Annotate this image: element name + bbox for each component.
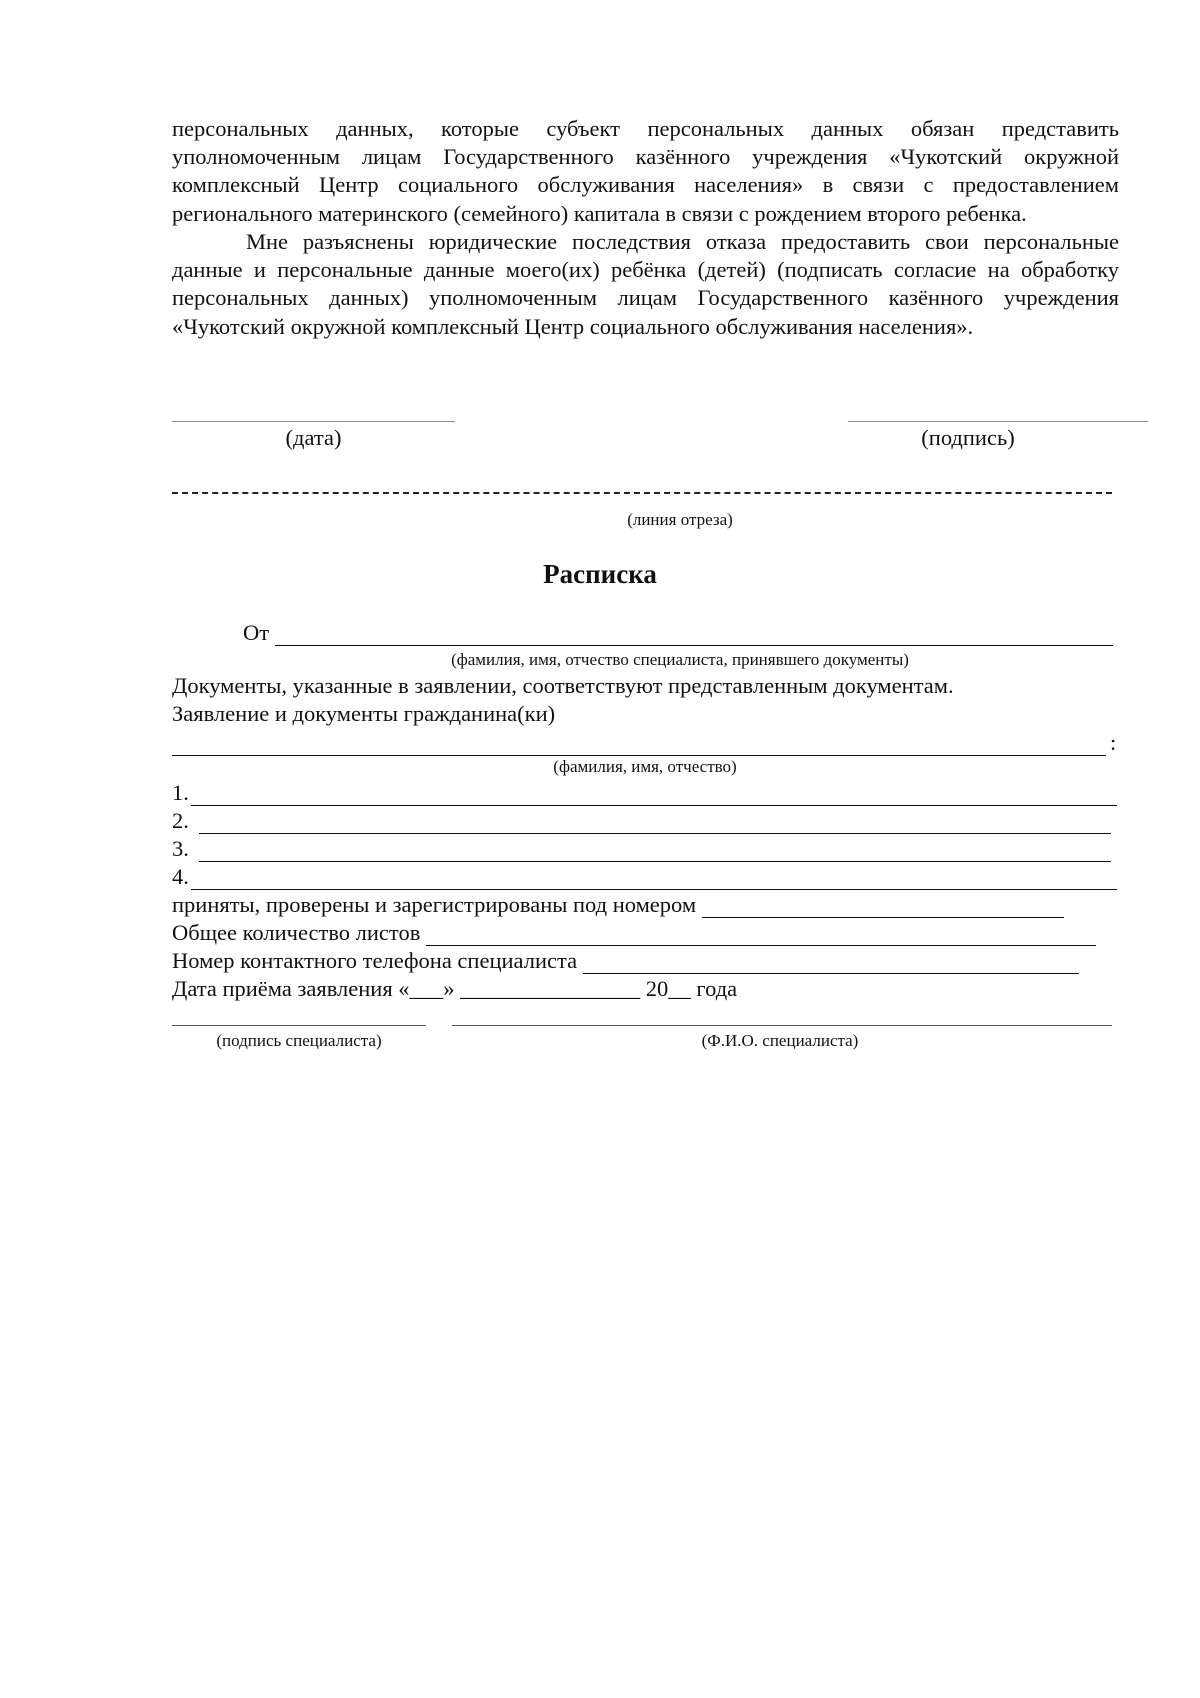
cut-line — [172, 492, 1112, 494]
phone-label: Номер контактного телефона специалиста — [172, 948, 578, 973]
specialist-signature-caption: (подпись специалиста) — [216, 1031, 382, 1050]
signature-line — [848, 421, 1148, 422]
cut-line-label: (линия отреза) — [627, 510, 733, 529]
document-item-line[interactable] — [191, 869, 1117, 890]
application-date-text: Дата приёма заявления «___» ________________ 20__ года — [172, 976, 738, 1001]
item-number: 4. — [172, 864, 189, 889]
registered-label: приняты, проверены и зарегистрированы под номером — [172, 892, 697, 917]
documents-match-text: Документы, указанные в заявлении, соответствуют представленным документам. — [172, 673, 954, 698]
citizen-fio-line[interactable] — [172, 735, 1106, 756]
from-row — [243, 620, 1113, 646]
registered-row — [172, 892, 1064, 918]
specialist-fio-line — [452, 1025, 1112, 1026]
document-item-line[interactable] — [199, 813, 1111, 834]
item-number: 2. — [172, 808, 189, 833]
from-caption: (фамилия, имя, отчество специалиста, принявшего документы) — [451, 650, 909, 669]
receipt-title: Расписка — [543, 559, 657, 589]
application-label: Заявление и документы гражданина(ки) — [172, 701, 556, 726]
signature-caption: (подпись) — [921, 425, 1015, 450]
item-number: 3. — [172, 836, 189, 861]
document-item-4 — [172, 864, 1117, 890]
document-item-line[interactable] — [191, 785, 1117, 806]
from-input-line[interactable] — [275, 625, 1113, 646]
document-item-2 — [172, 808, 1111, 834]
document-item-line[interactable] — [199, 841, 1111, 862]
specialist-signature-line — [172, 1025, 426, 1026]
fio-caption: (фамилия, имя, отчество) — [553, 757, 737, 776]
colon: : — [1110, 730, 1117, 755]
registration-number-line[interactable] — [702, 897, 1064, 918]
item-number: 1. — [172, 780, 189, 805]
sheets-count-line[interactable] — [426, 925, 1096, 946]
consent-paragraph-1: персональных данных, которые субъект персональных данных обязан представить уполномоченным лицам Государственного казённого учреждения «Чукотский окружной комплексный Центр социального обслуживания населения» в связи с предоставлением регионального материнского (семейного) капитала в связи с рождением второго ребенка. — [172, 116, 1119, 226]
document-item-3 — [172, 836, 1111, 862]
date-signature-line — [172, 421, 455, 422]
phone-row — [172, 948, 1079, 974]
document-item-1 — [172, 780, 1117, 806]
date-caption: (дата) — [285, 425, 342, 450]
specialist-fio-caption: (Ф.И.О. специалиста) — [701, 1031, 859, 1050]
phone-line[interactable] — [583, 953, 1079, 974]
sheets-row — [172, 920, 1096, 946]
consent-paragraph-2: Мне разъяснены юридические последствия отказа предоставить свои персональные данные и персональные данные моего(их) ребёнка (детей) (подписать согласие на обработку персональных данных) уполномоченным лицам Государственного казённого учреждения «Чукотский окружной комплексный Центр социального обслуживания населения». — [172, 229, 1119, 339]
citizen-fio-row — [172, 730, 1116, 756]
from-label: От — [243, 620, 270, 645]
sheets-label: Общее количество листов — [172, 920, 421, 945]
